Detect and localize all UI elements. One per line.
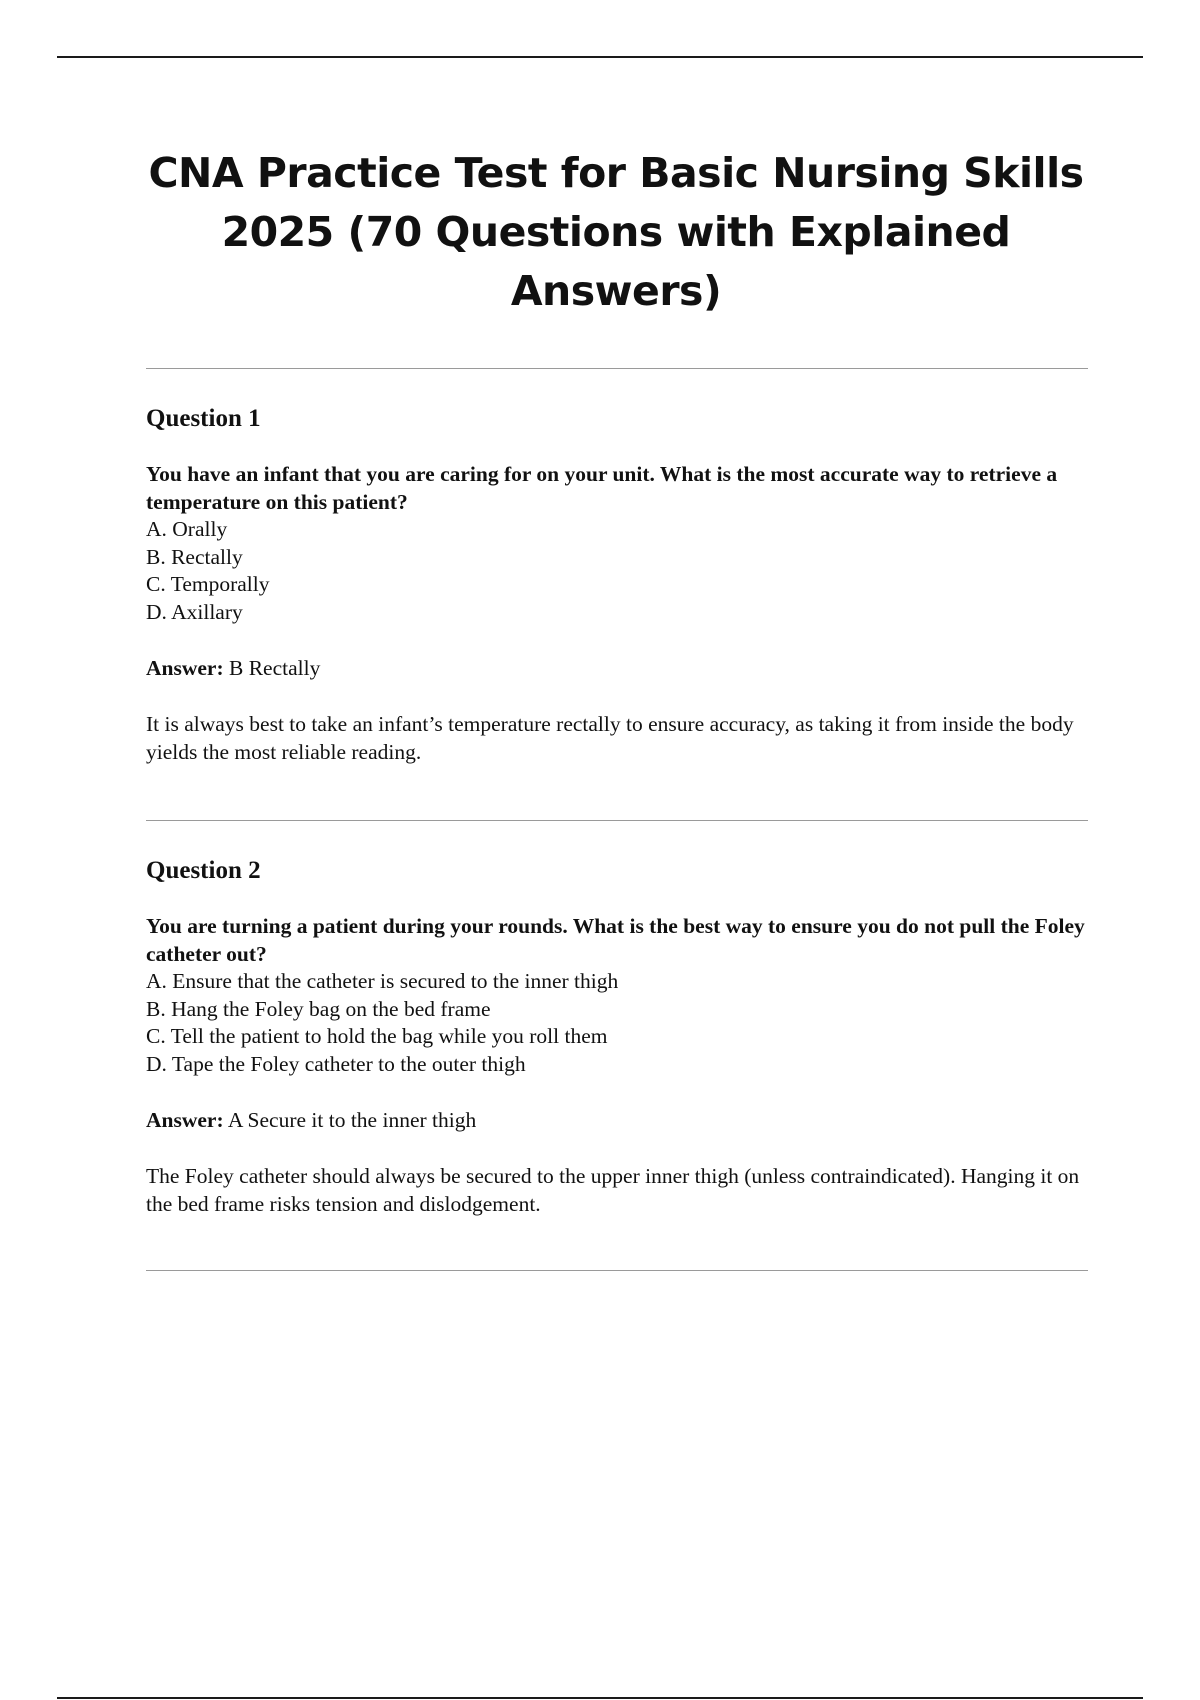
answer-explanation: The Foley catheter should always be secured to the upper inner thigh (unless contraindicated). Hanging it on the bed frame risks tension and dislodgement. (146, 1164, 1080, 1216)
question-1 (146, 404, 1086, 766)
answer-explanation: It is always best to take an infant’s temperature rectally to ensure accuracy, as taking it from inside the body yields the most reliable reading. (146, 712, 1074, 764)
question-text: You are turning a patient during your rounds. What is the best way to ensure you do not pull the Foley catheter out? (146, 914, 1085, 966)
answer-options (146, 968, 1086, 1078)
answer-line (146, 654, 1086, 682)
answer-line (146, 1106, 1086, 1134)
option-b: B. Hang the Foley bag on the bed frame (146, 996, 491, 1021)
question-text: You have an infant that you are caring for on your unit. What is the most accurate way to retrieve a temperature on this patient? (146, 462, 1058, 514)
question-2 (146, 856, 1086, 1218)
section-divider (146, 820, 1088, 821)
option-a: A. Orally (146, 517, 228, 541)
answer-value: B Rectally (229, 656, 321, 680)
question-heading: Question 1 (146, 405, 261, 432)
section-divider (146, 368, 1088, 369)
option-d: D. Axillary (146, 599, 243, 624)
page-top-rule (57, 56, 1143, 58)
answer-options (146, 516, 1086, 626)
question-heading: Question 2 (146, 857, 261, 884)
answer-label: Answer: (146, 1108, 224, 1132)
option-c: C. Temporally (146, 572, 270, 596)
option-a: A. Ensure that the catheter is secured to the inner thigh (146, 969, 619, 993)
section-divider (146, 1270, 1088, 1271)
document-title: CNA Practice Test for Basic Nursing Skills 2025 (70 Questions with Explained Answers) (148, 149, 1084, 315)
option-b: B. Rectally (146, 544, 243, 569)
option-d: D. Tape the Foley catheter to the outer thigh (146, 1051, 526, 1076)
answer-label: Answer: (146, 656, 224, 680)
option-c: C. Tell the patient to hold the bag while you roll them (146, 1024, 608, 1048)
page-bottom-rule (57, 1697, 1143, 1699)
answer-value: A Secure it to the inner thigh (227, 1108, 477, 1132)
